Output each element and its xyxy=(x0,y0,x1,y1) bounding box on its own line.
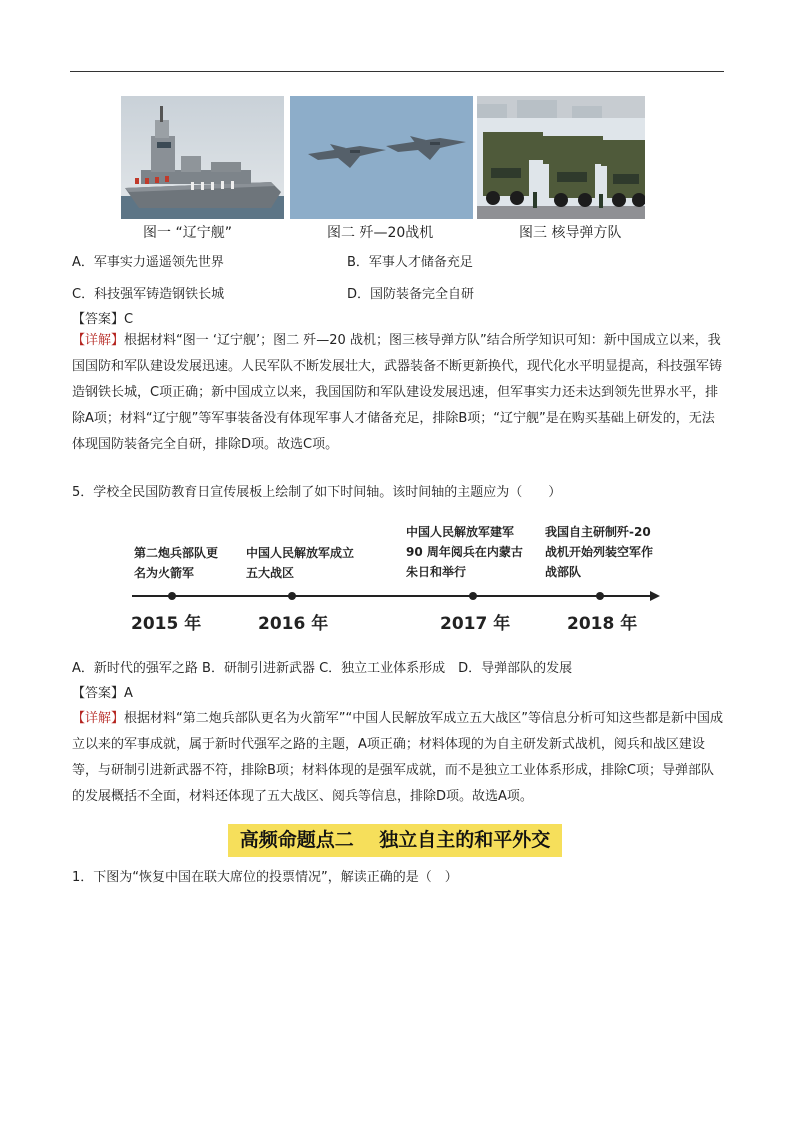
timeline-dot-2015 xyxy=(168,592,176,600)
photo-caption-2: 图二 歼—20战机 xyxy=(327,225,434,241)
detail-text: 根据材料“第二炮兵部队更名为火箭军”“中国人民解放军成立五大战区”等信息分析可知这些都是新中国成立以来的军事成就，属于新时代强军之路的主题，A项正确；材料体现的为自主研发新式战机，阅兵和战区建设等，与研制引进新武器不符，排除B项；材料体现的是强军成就，而不是独立工业体系形成，排除C项；导弹部队的发展概括不全面，材料还体现了五大战区、阅兵等信息，排除D项。故选A项。 xyxy=(72,711,723,804)
timeline-dot-2017 xyxy=(469,592,477,600)
answer-value: A xyxy=(124,686,133,701)
timeline-year-2018: 2018 年 xyxy=(567,614,638,634)
detail-tag: 【详解】 xyxy=(72,333,125,348)
answer-tag: 【答案】 xyxy=(72,686,125,701)
option-d: D．国防装备完全自研 xyxy=(347,287,475,302)
timeline-year-2017: 2017 年 xyxy=(440,614,511,634)
option-a: A．军事实力遥遥领先世界 xyxy=(72,255,224,270)
option-b: B．军事人才储备充足 xyxy=(347,255,473,270)
option-c: C．科技强军铸造钢铁长城 xyxy=(72,287,225,302)
answer-value: C xyxy=(124,312,134,327)
q5-options: A．新时代的强军之路 B．研制引进新武器 C．独立工业体系形成 D．导弹部队的发展 xyxy=(72,661,573,676)
timeline-event-2017: 中国人民解放军建军 90 周年阅兵在内蒙古朱日和举行 xyxy=(406,525,523,579)
section-heading: 高频命题点二 独立自主的和平外交 xyxy=(228,824,562,857)
timeline-year-2016: 2016 年 xyxy=(258,614,329,634)
q5-answer xyxy=(72,682,133,701)
timeline-dot-2018 xyxy=(596,592,604,600)
timeline-event-2016: 中国人民解放军成立五大战区 xyxy=(246,546,355,580)
answer-tag: 【答案】 xyxy=(72,312,125,327)
detail-tag: 【详解】 xyxy=(72,711,125,726)
timeline-year-2015: 2015 年 xyxy=(131,614,202,634)
q1-question: 1．下图为“恢复中国在联大席位的投票情况”，解读正确的是（ ） xyxy=(72,870,458,885)
timeline-event-2015: 第二炮兵部队更名为火箭军 xyxy=(134,546,219,580)
photo-caption-1: 图一 “辽宁舰” xyxy=(143,225,232,241)
timeline-event-2018: 我国自主研制歼-20 战机开始列装空军作战部队 xyxy=(545,525,654,579)
q5-question: 5．学校全民国防教育日宣传展板上绘制了如下时间轴。该时间轴的主题应为（ ） xyxy=(72,485,562,500)
photo-caption-3: 图三 核导弹方队 xyxy=(519,225,622,241)
detail-text: 根据材料“图一 ‘辽宁舰’；图二 歼—20 战机；图三核导弹方队”结合所学知识可知：新中国成立以来，我国国防和军队建设发展迅速。人民军队不断发展壮大，武器装备不断更新换代，现代化水平明显提高，科技强军铸造钢铁长城，C项正确；新中国成立以来，我国国防和军队建设发展迅速，但军事实力还未达到领先世界水平，排除A项；材料“辽宁舰”等军事装备没有体现军事人才储备充足，排除B项；“辽宁舰”是在购买基础上研发的，无法体现国防装备完全自研，排除D项。故选C项。 xyxy=(72,333,723,452)
timeline-dot-2016 xyxy=(288,592,296,600)
q5-explanation xyxy=(72,706,726,810)
